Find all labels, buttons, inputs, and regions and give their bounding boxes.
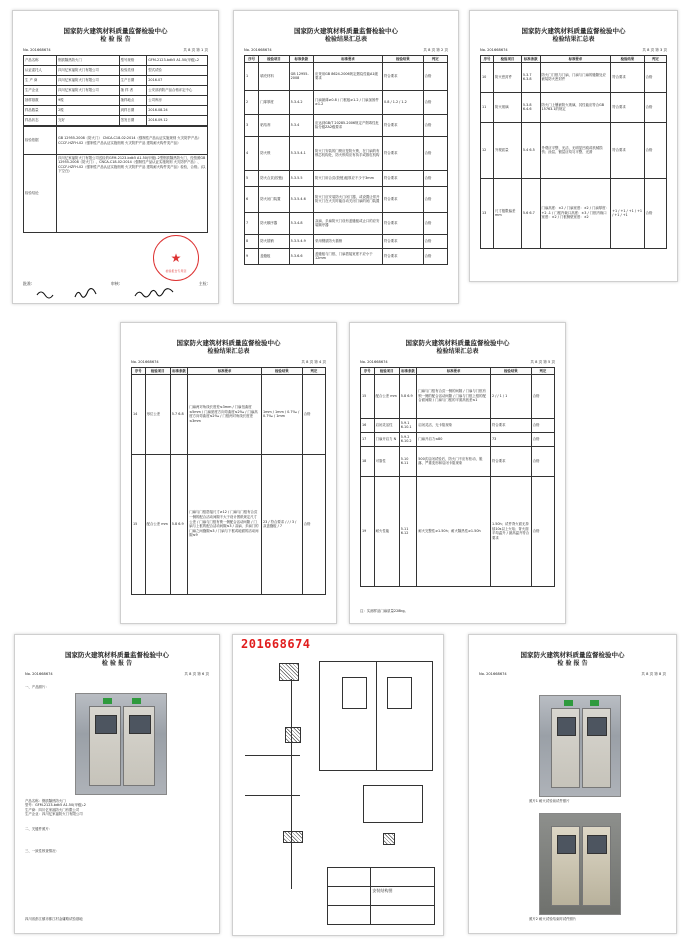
table-cell: 耐火完整性≥1.50h；耐火隔热性≥1.50h bbox=[417, 476, 491, 586]
column-header: 标准要求 bbox=[417, 368, 491, 375]
detail-section bbox=[383, 833, 395, 845]
table-cell: 防火门安装的门锁应是防火锁，在门扇的有锁芯机构处，防火锁均应有执手或推杠机构 bbox=[314, 136, 383, 170]
stamp-text: 检验报告专用章 bbox=[165, 269, 187, 273]
report-page-5 bbox=[349, 322, 566, 624]
table-cell: 符合要求 bbox=[383, 170, 424, 186]
page-number: 共 8 页 第 8 页 bbox=[641, 672, 666, 676]
report-info-table bbox=[23, 55, 208, 126]
basis-table bbox=[23, 126, 208, 233]
table-cell: 5 bbox=[245, 170, 259, 186]
table-cell: 启闭灵活，无卡阻现象 bbox=[417, 418, 491, 432]
table-cell: 合格 bbox=[531, 446, 554, 476]
table-cell: 配合公差 mm bbox=[374, 374, 399, 418]
table-cell: 尺寸极限偏差 mm bbox=[494, 178, 522, 248]
column-header: 标准条款 bbox=[401, 368, 415, 373]
table-cell: 5.8 6.9 bbox=[399, 374, 416, 418]
report-page-3 bbox=[469, 10, 678, 282]
table-cell: 门扇两对角线长度差≤3mm / 门扇扭曲度≤5mm / 门扇宽度方向弯曲度≤2‰ / 门扇高度方向弯曲度≤2‰ / 门框两对角线长度差≤3mm bbox=[188, 374, 262, 454]
table-cell: 合格 bbox=[644, 178, 666, 248]
column-header: 检验结果 bbox=[383, 56, 424, 63]
column-header: 标准条款 bbox=[289, 56, 313, 63]
product-name: 产品名称：钢质隔热防火门 bbox=[25, 799, 66, 803]
page-subtitle: 检 验 报 告 bbox=[100, 36, 131, 43]
table-cell: GB 12955-2008 bbox=[289, 62, 313, 90]
table-cell: 符合要求 bbox=[490, 418, 531, 432]
table-cell: 门扇与门框搭接尺寸≥12 / 门扇与门框有合页一侧的配合活动间隙不大于设计图纸规定尺寸公差 / 门扇与门框有锁一侧配合活动间隙 / 门扇与上框的配合活动间隙≤3 / 双扇、多扇门的门扇之间缝隙≤3 / 门扇与下框或地面的活动间隙≤9 bbox=[188, 454, 262, 594]
post-test-photo bbox=[539, 813, 621, 915]
table-row bbox=[361, 418, 555, 432]
table-cell: 防火锁 bbox=[259, 136, 289, 170]
table-cell: 门扇开启力≤80 bbox=[417, 432, 491, 446]
table-cell: 防火玻璃 bbox=[494, 92, 522, 122]
table-row bbox=[245, 234, 448, 248]
table-cell: 合格 bbox=[531, 374, 554, 418]
table-row bbox=[361, 374, 555, 418]
table-cell: +1 / +1 / +1 / +1 / +1 / +1 bbox=[611, 178, 644, 248]
table-cell: 8 bbox=[245, 234, 259, 248]
table-cell: 抽样基数 bbox=[24, 96, 57, 106]
photo1-caption: 照片1 耐火试验前试件照片 bbox=[529, 799, 570, 803]
door-photo bbox=[75, 693, 167, 795]
table-row bbox=[481, 178, 667, 248]
table-cell: 应采用GB 8624-2006规定燃烧性能A1级要求 bbox=[314, 62, 383, 90]
table-row bbox=[24, 56, 208, 66]
page-footer: 四川省彭江镇市都江村金庸路试验基地 bbox=[25, 917, 83, 921]
table-row bbox=[245, 248, 448, 264]
table-cell: 抽 样 者 bbox=[119, 86, 147, 96]
table-cell: 5.3.4 bbox=[289, 114, 313, 136]
conclusion-text: 四川亿家福防火门有限公司送检的GFM-2123-bdk5 A1.50(甲级)-2型钢质隔热防火门，经按照GB 12955-2008《防火门》、CNCA-C18-02:2014《强制性产品认证实施规则 火灾防护产品》、CCCF-HZFH-02《强制性产品认证实施细则 火灾防护产品 建筑耐火构件类产品》检验，合格。(以下空白) bbox=[57, 155, 208, 233]
table-row bbox=[245, 62, 448, 90]
table-cell: 门扇开启力 N bbox=[374, 432, 399, 446]
table-row bbox=[481, 62, 667, 92]
table-cell: 外观质量 bbox=[494, 122, 522, 178]
table-row bbox=[245, 186, 448, 212]
table-cell: 合格 bbox=[644, 122, 666, 178]
report-page-1 bbox=[12, 10, 219, 304]
table-cell: 认证委托人 bbox=[24, 66, 57, 76]
table-cell: 防火顺序器 bbox=[259, 212, 289, 234]
table-cell: 合格 bbox=[423, 248, 447, 264]
table-cell: 5.9.2 6.10.2 bbox=[399, 432, 416, 446]
table-cell: 防火门应安装防火门闭门器，或设置让常开防火门在火灾时能自动关闭门扇的闭门装置 bbox=[314, 186, 383, 212]
table-cell: 12 bbox=[481, 122, 494, 178]
table-cell: 5.8 6.9 bbox=[170, 454, 187, 594]
table-row bbox=[361, 432, 555, 446]
table-cell: 抽样地点 bbox=[119, 96, 147, 106]
column-header: 判定 bbox=[644, 56, 666, 63]
column-header: 检验结果 bbox=[261, 368, 302, 375]
photo2-caption: 照片2 耐火试验结束时试件照片 bbox=[529, 917, 577, 921]
title-block bbox=[327, 867, 435, 925]
table-cell: 合格 bbox=[423, 212, 447, 234]
table-cell: 防火密封件 bbox=[494, 62, 522, 92]
table-cell: 2016.08.24 bbox=[147, 106, 208, 116]
column-header: 判定 bbox=[423, 56, 447, 63]
table-cell: 防火插销 bbox=[259, 234, 289, 248]
signer-approve: 批准: bbox=[23, 281, 33, 286]
table-cell: 5.6 6.7 bbox=[521, 178, 540, 248]
page-subtitle: 检 验 报 告 bbox=[557, 660, 588, 667]
table-cell: 可靠性 bbox=[374, 446, 399, 476]
table-cell: 5.3.8 6.4.6 bbox=[521, 92, 540, 122]
table-cell: 1.50h；试件背火面无持续10s以上火焰；背火面平均温升 / 最高温升符合要求 bbox=[490, 476, 531, 586]
page-title: 国家防火建筑材料质量监督检验中心 bbox=[63, 27, 168, 35]
table-cell: 公安部消防产品合格评定中心 bbox=[147, 86, 208, 96]
table-cell: 符合要求 bbox=[611, 122, 644, 178]
table-cell: 合格 bbox=[423, 114, 447, 136]
table-row bbox=[245, 212, 448, 234]
table-row bbox=[24, 66, 208, 76]
page-number: 共 8 页 第 4 页 bbox=[301, 360, 326, 364]
table-cell: 符合要求 bbox=[383, 212, 424, 234]
page-title: 国家防火建筑材料质量监督检验中心 bbox=[65, 651, 169, 659]
table-cell: 4 bbox=[245, 136, 259, 170]
table-cell: 检验类别 bbox=[119, 66, 147, 76]
product-model: 型号：GFM-2123-bdk5 A1.50(甲级)-2 bbox=[25, 803, 86, 808]
column-header: 标准条款 bbox=[521, 56, 540, 63]
table-row bbox=[245, 136, 448, 170]
table-cell: 形位公差 bbox=[145, 374, 170, 454]
table-cell: 1 bbox=[245, 62, 259, 90]
drawing-label: 安装结构图 bbox=[372, 888, 393, 894]
table-cell: 5.3.5.5 bbox=[289, 170, 313, 186]
table-cell: 防火门上镶嵌防火玻璃，其性能应符合GB 15763.1的规定 bbox=[540, 92, 611, 122]
page-subtitle: 检验结果汇总表 bbox=[324, 36, 367, 43]
page-subtitle: 检 验 报 告 bbox=[101, 660, 133, 667]
column-header: 标准条款 bbox=[172, 368, 186, 373]
red-serial-number: 201668674 bbox=[241, 637, 311, 651]
table-row bbox=[132, 374, 326, 454]
table-cell: 符合要求 bbox=[383, 248, 424, 264]
table-cell: 5.4 6.5 bbox=[521, 122, 540, 178]
table-cell: 产品名称 bbox=[24, 56, 57, 66]
table-cell: 11 bbox=[481, 92, 494, 122]
table-cell: 符合要求 bbox=[611, 92, 644, 122]
table-cell: 5.3.7 6.3.8 bbox=[521, 62, 540, 92]
page-subtitle: 检验结果汇总表 bbox=[207, 348, 250, 355]
table-cell: 23 / 符合要求 / / / 3 / 双盖缝板 / 7 bbox=[261, 454, 302, 594]
table-row bbox=[24, 106, 208, 116]
table-cell: 合格 bbox=[423, 62, 447, 90]
table-row bbox=[245, 170, 448, 186]
table-cell: 符合要求 bbox=[383, 234, 424, 248]
table-cell: 粘结剂 bbox=[259, 114, 289, 136]
table-cell: 5.3.5.4.6 bbox=[289, 186, 313, 212]
column-header: 序号 bbox=[481, 56, 494, 63]
column-header: 标准要求 bbox=[540, 56, 611, 63]
table-cell: 合格 bbox=[423, 234, 447, 248]
table-cell: 5.11 6.12 bbox=[399, 476, 416, 586]
column-header: 序号 bbox=[361, 368, 375, 375]
table-cell: 双扇、多扇防火门设有盖缝板或止口的应安装顺序器 bbox=[314, 212, 383, 234]
page-title: 国家防火建筑材料质量监督检验中心 bbox=[521, 27, 626, 35]
table-cell: 合格 bbox=[423, 90, 447, 114]
handwritten-signature bbox=[35, 287, 205, 301]
table-row bbox=[481, 122, 667, 178]
table-row bbox=[24, 76, 208, 86]
table-cell: 2016.09.12 bbox=[147, 116, 208, 126]
report-page-6 bbox=[14, 634, 220, 934]
key-parts-heading: 二、关键件照片： bbox=[25, 826, 53, 831]
table-cell: 防火门门框与门扇、门扇与门扇的缝隙处应嵌装防火密封件 bbox=[540, 62, 611, 92]
table-cell: 5.3.4.2 bbox=[289, 90, 313, 114]
table-cell: 合格 bbox=[531, 418, 554, 432]
basis-text: GB 12955-2008《防火门》 CNCA-C18-02:2014《强制性产品认证实施规则 火灾防护产品》 CCCF-HZFH-02《强制性产品认证实施细则 火灾防护产品 建筑耐火构件类产品》 bbox=[57, 127, 208, 155]
report-number: No. 201668674 bbox=[480, 48, 508, 52]
table-cell: 符合要求 bbox=[383, 136, 424, 170]
report-number: No. 201668674 bbox=[360, 360, 388, 364]
report-page-8 bbox=[468, 634, 677, 934]
table-cell: 样品数量 bbox=[24, 106, 57, 116]
table-cell: 6 bbox=[245, 186, 259, 212]
table-cell: 500次启闭试验后，防火门不应有松动、脱落、严重变形和启闭卡阻现象 bbox=[417, 446, 491, 476]
table-cell: 完好 bbox=[57, 116, 120, 126]
producer: 生产企业：四川亿家福防火门有限公司 bbox=[25, 812, 83, 817]
report-page-2 bbox=[233, 10, 459, 304]
frame-section bbox=[285, 727, 301, 743]
footnote: 注：实测样品门扇质量228kg。 bbox=[360, 609, 408, 613]
table-cell: 符合要求 bbox=[383, 62, 424, 90]
basis-label: 检验依据 bbox=[24, 127, 57, 155]
table-row bbox=[361, 476, 555, 586]
table-cell: 门扉厚度 bbox=[259, 90, 289, 114]
table-cell: 合格 bbox=[531, 432, 554, 446]
table-cell: 四川亿家福防火门有限公司 bbox=[57, 66, 120, 76]
table-cell: 防火门用合页(铰链)板厚应不少于3mm bbox=[314, 170, 383, 186]
page-title: 国家防火建筑材料质量监督检验中心 bbox=[520, 651, 625, 659]
report-page-4 bbox=[120, 322, 337, 624]
table-cell: 5.3.5.4.1 bbox=[289, 136, 313, 170]
table-cell: 签发日期 bbox=[119, 116, 147, 126]
page-subtitle: 检验结果汇总表 bbox=[552, 36, 595, 43]
table-cell: 5.3.4.8 bbox=[289, 212, 313, 234]
table-cell: 符合要求 bbox=[490, 446, 531, 476]
column-header: 检验项目 bbox=[494, 56, 522, 63]
table-row bbox=[24, 86, 208, 96]
table-cell: 门扇与门框有合页一侧的间隙 / 门扇与门框有锁一侧的配合活动间隙 / 门扇与门框上框的配合面间隙 / 门扇与门框的平面高低差≤1 bbox=[417, 374, 491, 418]
page-number: 共 8 页 第 2 页 bbox=[423, 48, 448, 52]
page-number: 共 8 页 第 1 页 bbox=[183, 48, 208, 52]
frame-section bbox=[283, 831, 303, 843]
table-row bbox=[245, 114, 448, 136]
report-number: No. 201668674 bbox=[131, 360, 159, 364]
frame-section bbox=[279, 663, 299, 681]
consistency-heading: 三、一致性核查情况： bbox=[25, 849, 59, 854]
table-cell: 合格 bbox=[423, 186, 447, 212]
table-cell: 符合要求 bbox=[611, 62, 644, 92]
section-drawing bbox=[363, 785, 423, 823]
table-cell: 启闭灵活性 bbox=[374, 418, 399, 432]
report-number: No. 201668674 bbox=[23, 48, 51, 52]
table-cell: 5.9.1 6.10.1 bbox=[399, 418, 416, 432]
pre-test-photo bbox=[539, 695, 621, 797]
report-number: No. 201668674 bbox=[25, 672, 53, 676]
column-header: 标准要求 bbox=[188, 368, 262, 375]
results-table bbox=[131, 367, 326, 595]
table-cell: 门扇最薄≥0.8 / 门框板≥1.2 / 门扇加固件≥1.2 bbox=[314, 90, 383, 114]
manufacturer: 生产商：四川亿家福防火门有限公司 bbox=[25, 807, 80, 812]
table-cell: 填充材料 bbox=[259, 62, 289, 90]
table-cell: 合格 bbox=[302, 454, 325, 594]
table-cell: 2 bbox=[245, 90, 259, 114]
report-number: No. 201668674 bbox=[479, 672, 507, 676]
table-cell: 盖缝板与门框、门扇搭接宽度不应小于12mm bbox=[314, 248, 383, 264]
column-header: 检验项目 bbox=[259, 56, 289, 63]
table-cell: 样品状态 bbox=[24, 116, 57, 126]
table-cell: 1mm / 1mm / 0.7‰ / 0.7‰ / 1mm bbox=[261, 374, 302, 454]
table-cell: 合格 bbox=[644, 92, 666, 122]
table-row bbox=[481, 92, 667, 122]
table-cell: 15 bbox=[361, 374, 375, 418]
table-row bbox=[132, 454, 326, 594]
table-row bbox=[24, 116, 208, 126]
table-cell: 合格 bbox=[644, 62, 666, 92]
table-row bbox=[361, 446, 555, 476]
table-cell: 型式试验 bbox=[147, 66, 208, 76]
conclusion-label: 检验结论 bbox=[24, 155, 57, 233]
table-cell: 盖缝板 bbox=[259, 248, 289, 264]
signer-review: 审核: bbox=[110, 281, 121, 286]
table-cell: 符合要求 bbox=[383, 114, 424, 136]
table-cell: 2 / / 1 / 1 bbox=[490, 374, 531, 418]
table-cell: 采用钢质防火插销 bbox=[314, 234, 383, 248]
table-cell: 型号规格 bbox=[119, 56, 147, 66]
results-table bbox=[244, 55, 448, 265]
star-icon: ★ bbox=[170, 251, 182, 265]
table-cell: 合格 bbox=[423, 136, 447, 170]
column-header: 检验项目 bbox=[374, 368, 399, 375]
table-cell: 符合要求 bbox=[383, 186, 424, 212]
table-cell: 7 bbox=[245, 212, 259, 234]
table-cell: 9樘 bbox=[57, 96, 120, 106]
table-cell: 门扇高度：±2 / 门扇宽度：±2 / 门扇厚度：+2 -1 / 门框内裁口高度：±3 / 门框内裁口宽度：±2 / 门框侧壁宽度：±2 bbox=[540, 178, 611, 248]
column-header: 检验结果 bbox=[611, 56, 644, 63]
table-cell: 5.10 6.11 bbox=[399, 446, 416, 476]
elevation-drawing bbox=[319, 661, 433, 771]
table-cell: 耐火性能 bbox=[374, 476, 399, 586]
column-header: 序号 bbox=[132, 368, 146, 375]
table-cell: 19 bbox=[361, 476, 375, 586]
page-number: 共 8 页 第 5 页 bbox=[530, 360, 555, 364]
table-cell: 生产企业 bbox=[24, 86, 57, 96]
table-cell: 5.3.5.4.9 bbox=[289, 234, 313, 248]
table-cell: 四川亿家福防火门有限公司 bbox=[57, 76, 120, 86]
results-table bbox=[480, 55, 667, 249]
table-cell: 外观应平整、光洁，无明显凹痕或机械损伤；涂层、镀层应均匀平整、光滑 bbox=[540, 122, 611, 178]
table-cell: 2樘 bbox=[57, 106, 120, 116]
table-cell: 15 bbox=[132, 454, 146, 594]
table-cell: GFM-2123-bdk5 A1.50(甲级)-2 bbox=[147, 56, 208, 66]
table-cell: 18 bbox=[361, 446, 375, 476]
page-title: 国家防火建筑材料质量监督检验中心 bbox=[294, 27, 398, 35]
table-cell: 合格 bbox=[531, 476, 554, 586]
table-cell: 16 bbox=[361, 418, 375, 432]
column-header: 检验项目 bbox=[145, 368, 170, 375]
table-cell: 73 bbox=[490, 432, 531, 446]
page-number: 共 8 页 第 6 页 bbox=[184, 672, 209, 676]
table-row bbox=[24, 96, 208, 106]
page-title: 国家防火建筑材料质量监督检验中心 bbox=[176, 339, 281, 347]
page-subtitle: 检验结果汇总表 bbox=[436, 348, 479, 355]
table-cell: 防火闭门装置 bbox=[259, 186, 289, 212]
table-cell: 5.7 6.8 bbox=[170, 374, 187, 454]
table-cell: 合格 bbox=[302, 374, 325, 454]
column-header: 标准要求 bbox=[314, 56, 383, 63]
results-table bbox=[360, 367, 555, 587]
table-cell: 2016.07 bbox=[147, 76, 208, 86]
table-cell: 生 产 商 bbox=[24, 76, 57, 86]
photo-heading: 一、产品照片： bbox=[25, 685, 49, 689]
page-number: 共 8 页 第 3 页 bbox=[642, 48, 667, 52]
table-cell: 生产日期 bbox=[119, 76, 147, 86]
report-page-7 bbox=[232, 634, 444, 936]
table-cell: 应达到GB/T 20285-2006规定产烟毒性危险分级ZA2级要求 bbox=[314, 114, 383, 136]
table-cell: 10 bbox=[481, 62, 494, 92]
table-cell: 9 bbox=[245, 248, 259, 264]
signer-main: 主检: bbox=[198, 281, 208, 286]
table-cell: 合格 bbox=[423, 170, 447, 186]
column-header: 序号 bbox=[245, 56, 259, 63]
page-title: 国家防火建筑材料质量监督检验中心 bbox=[405, 339, 510, 347]
red-stamp bbox=[153, 235, 199, 281]
table-cell: 3 bbox=[245, 114, 259, 136]
table-cell: 14 bbox=[132, 374, 146, 454]
table-cell: 到样日期 bbox=[119, 106, 147, 116]
table-cell: 配合公差 mm bbox=[145, 454, 170, 594]
table-cell: 17 bbox=[361, 432, 375, 446]
table-cell: 四川亿家福防火门有限公司 bbox=[57, 86, 120, 96]
table-cell: 13 bbox=[481, 178, 494, 248]
column-header: 判定 bbox=[302, 368, 325, 375]
table-cell: 公司库房 bbox=[147, 96, 208, 106]
table-cell: 防火合页(铰链) bbox=[259, 170, 289, 186]
report-number: No. 201668674 bbox=[244, 48, 272, 52]
table-row bbox=[245, 90, 448, 114]
column-header: 检验结果 bbox=[490, 368, 531, 375]
column-header: 判定 bbox=[531, 368, 554, 375]
table-cell: 钢质隔热防火门 bbox=[57, 56, 120, 66]
table-cell: 5.3.6.6 bbox=[289, 248, 313, 264]
table-cell: 0.8 / 1.2 / 1.2 bbox=[383, 90, 424, 114]
